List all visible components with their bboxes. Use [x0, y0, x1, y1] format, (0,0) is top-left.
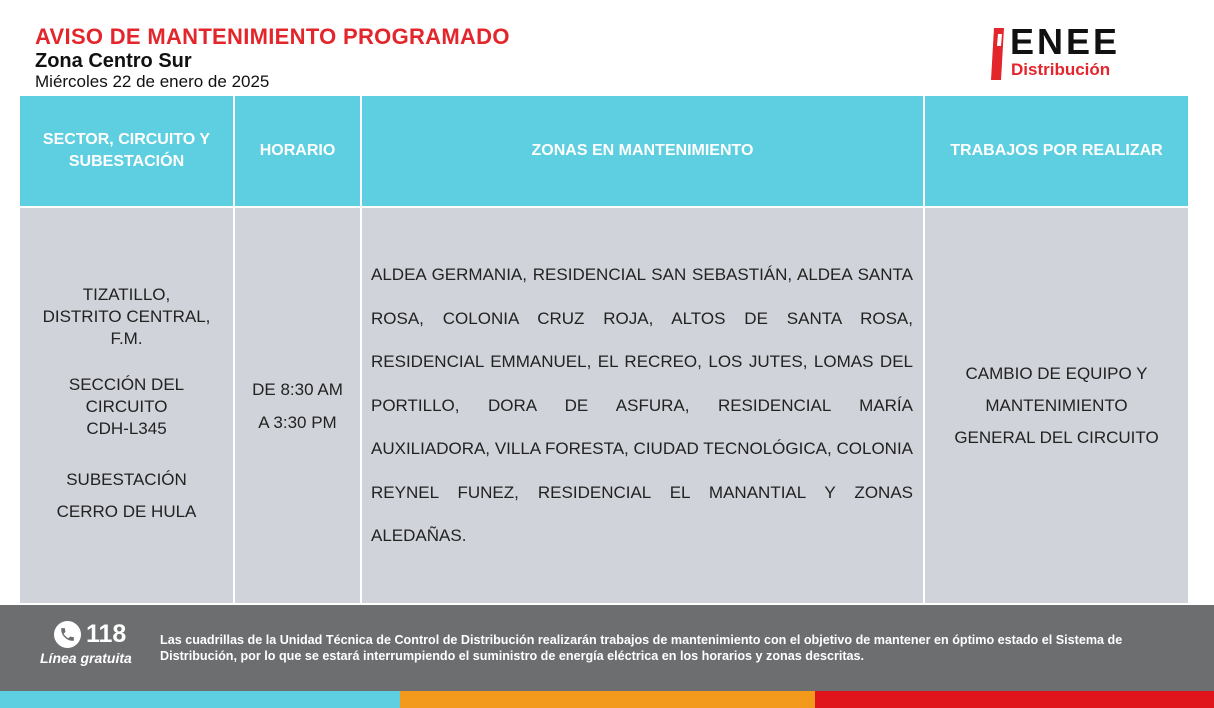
header-trabajos: TRABAJOS POR REALIZAR: [924, 95, 1189, 207]
sector-line: F.M.: [110, 328, 143, 348]
header-sector: SECTOR, CIRCUITO Y SUBESTACIÓN: [19, 95, 234, 207]
logo-subtitle: Distribución: [1011, 60, 1111, 79]
notice-header: [35, 24, 510, 92]
notice-title: AVISO DE MANTENIMIENTO PROGRAMADO: [35, 24, 510, 49]
zone-name: Zona Centro Sur: [35, 50, 192, 72]
hotline-number: 118: [86, 620, 127, 648]
stripe-orange: [400, 691, 815, 708]
maintenance-table: [18, 94, 1190, 605]
trabajos-line: MANTENIMIENTO: [985, 395, 1128, 415]
enee-logo-mark-icon: [990, 28, 1008, 80]
cell-trabajos: [924, 207, 1189, 604]
sector-location: [28, 284, 225, 350]
horario-line: DE 8:30 AM: [252, 379, 343, 399]
substation-line: CERRO DE HULA: [56, 501, 197, 521]
phone-icon: [54, 621, 81, 648]
footer-notice: Las cuadrillas de la Unidad Técnica de Control de Distribución realizarán trabajos de mantenimiento con el objetivo de mantener en óptimo estado el Sistema de Distribución, por lo que se estará interrumpiendo el suministro de energía eléctrica en los horarios y zonas descritas.: [160, 633, 1123, 663]
notice-date: Miércoles 22 de enero de 2025: [35, 72, 270, 91]
substation: [28, 464, 225, 528]
trabajos-line: CAMBIO DE EQUIPO Y: [965, 363, 1148, 383]
cell-horario: [234, 207, 361, 604]
circuit-section: [28, 374, 225, 440]
trabajos-line: GENERAL DEL CIRCUITO: [954, 427, 1159, 447]
header-zonas: ZONAS EN MANTENIMIENTO: [361, 95, 924, 207]
horario-line: A 3:30 PM: [258, 412, 337, 432]
logo-wordmark: ENEE: [1010, 21, 1121, 62]
stripe-red: [815, 691, 1214, 708]
cell-zonas: ALDEA GERMANIA, RESIDENCIAL SAN SEBASTIÁN, ALDEA SANTA ROSA, COLONIA CRUZ ROJA, ALTOS DE SANTA ROSA, RESIDENCIAL EMMANUEL, EL RECREO, LOS JUTES, LOMAS DEL PORTILLO, DORA DE ASFURA, RESIDENCIAL MARÍA AUXILIADORA, VILLA FORESTA, CIUDAD TECNOLÓGICA, COLONIA REYNEL FUNEZ, RESIDENCIAL EL MANANTIAL Y ZONAS ALEDAÑAS.: [361, 207, 924, 604]
enee-logo: [990, 21, 1160, 82]
substation-line: SUBESTACIÓN: [66, 469, 187, 489]
section-line: CIRCUITO: [85, 396, 168, 416]
cell-sector: [19, 207, 234, 604]
table-header-row: [19, 95, 1189, 207]
header-horario: HORARIO: [234, 95, 361, 207]
section-line: SECCIÓN DEL: [68, 374, 185, 394]
sector-line: TIZATILLO,: [82, 284, 171, 304]
footer-bar: [0, 605, 1214, 691]
stripe-cyan: [0, 691, 400, 708]
sector-line: DISTRITO CENTRAL,: [42, 306, 211, 326]
hotline-label: Línea gratuita: [40, 650, 132, 666]
section-line: CDH-L345: [86, 418, 167, 438]
table-row: [19, 207, 1189, 604]
